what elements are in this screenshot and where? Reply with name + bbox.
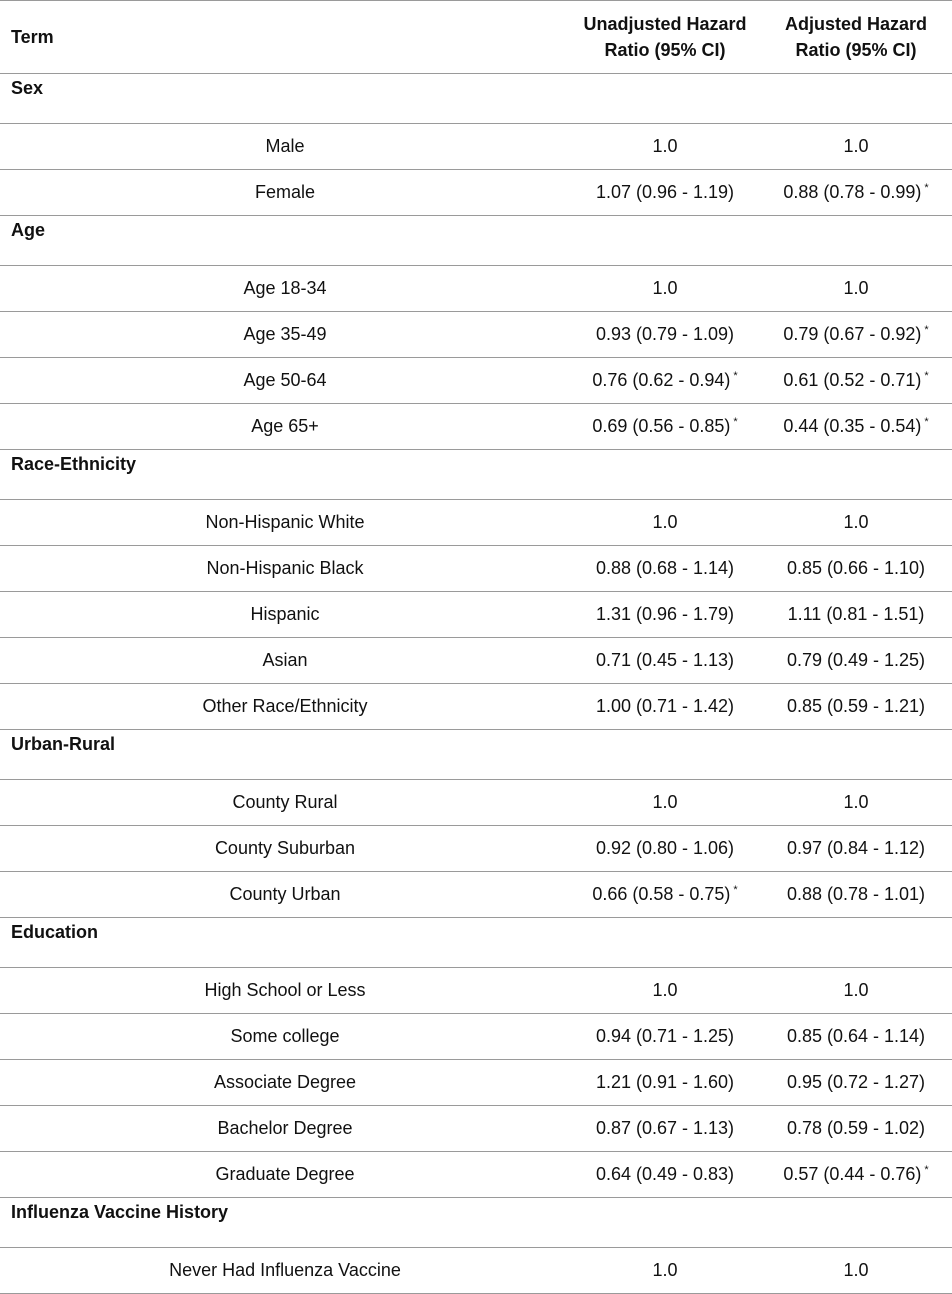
adjusted-value: 0.57 (0.44 - 0.76) [783,1164,922,1184]
adjusted-value: 0.85 (0.59 - 1.21) [786,696,926,716]
unadjusted-cell [570,136,760,157]
adjusted-cell [760,1026,952,1047]
term-cell: Non-Hispanic White [205,512,365,532]
unadjusted-cell [570,1072,760,1093]
adjusted-value: 1.11 (0.81 - 1.51) [787,604,925,624]
table-row [0,404,952,450]
unadjusted-value: 0.66 (0.58 - 0.75) [592,884,731,904]
significance-marker: * [733,884,738,896]
adjusted-cell [760,558,952,579]
unadjusted-value: 0.76 (0.62 - 0.94) [592,370,731,390]
term-cell: Never Had Influenza Vaccine [169,1260,401,1280]
table-row [0,312,952,358]
adjusted-value: 0.95 (0.72 - 1.27) [786,1072,926,1092]
table-row [0,170,952,216]
table-row [0,1014,952,1060]
group-row [0,730,952,780]
unadjusted-value: 0.87 (0.67 - 1.13) [595,1118,735,1138]
significance-marker: * [733,416,738,428]
significance-marker: * [924,324,929,336]
adjusted-value: 1.0 [843,792,869,812]
term-cell: Some college [230,1026,340,1046]
table-row [0,1248,952,1294]
unadjusted-value: 1.0 [652,980,678,1000]
adjusted-cell [760,182,952,203]
header-adjusted [760,11,952,63]
group-label: Education [11,922,99,942]
group-row [0,918,952,968]
unadjusted-cell [570,884,760,905]
group-label: Race-Ethnicity [11,454,137,474]
table-row [0,266,952,312]
group-row [0,74,952,124]
term-cell: Non-Hispanic Black [206,558,364,578]
table-row [0,1060,952,1106]
adjusted-value: 1.0 [843,1260,869,1280]
group-label: Urban-Rural [11,734,116,754]
significance-marker: * [924,1164,929,1176]
unadjusted-cell [570,838,760,859]
group-label: Sex [11,78,44,98]
unadjusted-cell [570,324,760,345]
unadjusted-value: 1.0 [652,512,678,532]
unadjusted-value: 1.00 (0.71 - 1.42) [595,696,735,716]
table-header-row [0,0,952,74]
adjusted-cell [760,980,952,1001]
table-row [0,872,952,918]
table-row [0,684,952,730]
unadjusted-value: 0.71 (0.45 - 1.13) [595,650,735,670]
adjusted-cell [760,324,952,345]
significance-marker: * [924,370,929,382]
adjusted-cell [760,604,952,625]
group-row [0,450,952,500]
significance-marker: * [733,370,738,382]
adjusted-cell [760,416,952,437]
header-unadjusted [570,11,760,63]
adjusted-value: 0.88 (0.78 - 1.01) [786,884,926,904]
header-adjusted-line2: Ratio (95% CI) [795,40,917,60]
adjusted-value: 0.97 (0.84 - 1.12) [786,838,926,858]
adjusted-value: 0.78 (0.59 - 1.02) [786,1118,926,1138]
adjusted-value: 0.85 (0.64 - 1.14) [786,1026,926,1046]
unadjusted-value: 0.64 (0.49 - 0.83) [595,1164,735,1184]
unadjusted-cell [570,792,760,813]
group-row [0,1198,952,1248]
unadjusted-cell [570,416,760,437]
adjusted-value: 1.0 [843,278,869,298]
unadjusted-value: 1.31 (0.96 - 1.79) [595,604,735,624]
unadjusted-value: 1.07 (0.96 - 1.19) [595,182,735,202]
adjusted-cell [760,370,952,391]
term-cell: Age 35-49 [243,324,327,344]
significance-marker: * [924,416,929,428]
unadjusted-cell [570,1118,760,1139]
term-cell: Male [265,136,305,156]
header-adjusted-line1: Adjusted Hazard [784,14,928,34]
table-row [0,1152,952,1198]
table-body [0,74,952,1294]
unadjusted-cell [570,650,760,671]
header-unadjusted-line1: Unadjusted Hazard [583,14,747,34]
term-cell: Asian [262,650,308,670]
adjusted-value: 1.0 [843,980,869,1000]
term-cell: Female [254,182,316,202]
header-unadjusted-line2: Ratio (95% CI) [604,40,726,60]
adjusted-cell [760,1072,952,1093]
adjusted-cell [760,650,952,671]
unadjusted-cell [570,980,760,1001]
table-row [0,546,952,592]
adjusted-cell [760,278,952,299]
table-row [0,968,952,1014]
unadjusted-cell [570,558,760,579]
adjusted-cell [760,884,952,905]
adjusted-value: 1.0 [843,136,869,156]
unadjusted-value: 0.94 (0.71 - 1.25) [595,1026,735,1046]
unadjusted-cell [570,278,760,299]
significance-marker: * [924,182,929,194]
term-cell: Other Race/Ethnicity [202,696,368,716]
term-cell: High School or Less [204,980,366,1000]
group-label: Age [11,220,46,240]
adjusted-cell [760,792,952,813]
table-row [0,500,952,546]
adjusted-cell [760,1164,952,1185]
unadjusted-value: 1.0 [652,1260,678,1280]
unadjusted-cell [570,182,760,203]
unadjusted-value: 0.88 (0.68 - 1.14) [595,558,735,578]
table-row [0,826,952,872]
term-cell: County Suburban [214,838,356,858]
term-cell: County Urban [229,884,341,904]
table-row [0,124,952,170]
table-row [0,592,952,638]
adjusted-value: 0.85 (0.66 - 1.10) [786,558,926,578]
unadjusted-cell [570,512,760,533]
unadjusted-value: 1.0 [652,136,678,156]
unadjusted-value: 0.92 (0.80 - 1.06) [595,838,735,858]
unadjusted-value: 1.0 [652,792,678,812]
adjusted-cell [760,1260,952,1281]
term-cell: Age 18-34 [243,278,327,298]
unadjusted-cell [570,604,760,625]
adjusted-cell [760,512,952,533]
adjusted-value: 0.79 (0.49 - 1.25) [786,650,926,670]
unadjusted-value: 1.0 [652,278,678,298]
unadjusted-cell [570,1164,760,1185]
group-row [0,216,952,266]
table-row [0,638,952,684]
term-cell: Age 50-64 [243,370,327,390]
group-label: Influenza Vaccine History [11,1202,229,1222]
header-term: Term [11,27,54,47]
table-row [0,780,952,826]
unadjusted-cell [570,696,760,717]
adjusted-cell [760,136,952,157]
adjusted-value: 0.88 (0.78 - 0.99) [783,182,922,202]
term-cell: Bachelor Degree [217,1118,353,1138]
unadjusted-cell [570,1260,760,1281]
unadjusted-value: 0.93 (0.79 - 1.09) [595,324,735,344]
table-row [0,358,952,404]
unadjusted-value: 1.21 (0.91 - 1.60) [595,1072,735,1092]
unadjusted-value: 0.69 (0.56 - 0.85) [592,416,731,436]
table-row [0,1106,952,1152]
term-cell: Associate Degree [213,1072,357,1092]
term-cell: County Rural [232,792,338,812]
adjusted-value: 1.0 [843,512,869,532]
adjusted-cell [760,838,952,859]
adjusted-value: 0.61 (0.52 - 0.71) [783,370,922,390]
term-cell: Age 65+ [251,416,319,436]
unadjusted-cell [570,1026,760,1047]
adjusted-value: 0.79 (0.67 - 0.92) [783,324,922,344]
term-cell: Graduate Degree [215,1164,355,1184]
unadjusted-cell [570,370,760,391]
adjusted-cell [760,696,952,717]
term-cell: Hispanic [250,604,320,624]
adjusted-cell [760,1118,952,1139]
adjusted-value: 0.44 (0.35 - 0.54) [783,416,922,436]
